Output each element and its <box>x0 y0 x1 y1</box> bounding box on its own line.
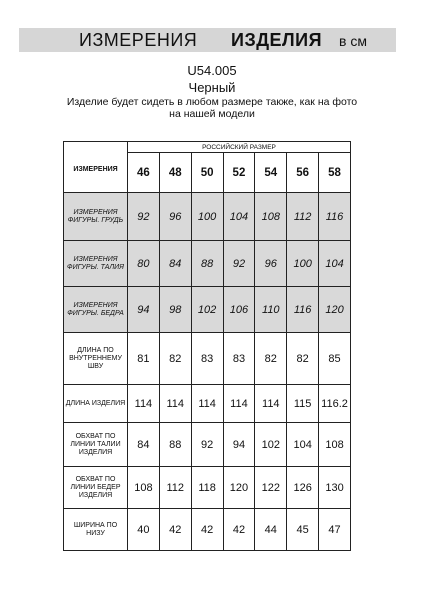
size-header-54: 54 <box>255 153 287 193</box>
size-table <box>63 141 351 551</box>
row-label: ДЛИНА ПО ВНУТРЕННЕМУ ШВУ <box>64 333 128 385</box>
table-cell: 116 <box>287 287 319 333</box>
table-cell: 94 <box>128 287 160 333</box>
table-row <box>64 287 351 333</box>
table-cell: 112 <box>287 193 319 241</box>
table-cell: 96 <box>159 193 191 241</box>
size-header-46: 46 <box>128 153 160 193</box>
fit-note: Изделие будет сидеть в любом размере также, как на фото на нашей модели <box>66 96 358 120</box>
product-color: Черный <box>188 80 236 95</box>
table-cell: 42 <box>223 509 255 551</box>
table-cell: 92 <box>191 423 223 467</box>
table-cell: 92 <box>223 241 255 287</box>
table-cell: 116 <box>319 193 351 241</box>
size-header-48: 48 <box>159 153 191 193</box>
table-cell: 100 <box>287 241 319 287</box>
table-cell: 47 <box>319 509 351 551</box>
row-label: ОБХВАТ ПО ЛИНИИ ТАЛИИ ИЗДЕЛИЯ <box>64 423 128 467</box>
table-cell: 120 <box>319 287 351 333</box>
size-header-50: 50 <box>191 153 223 193</box>
table-cell: 102 <box>191 287 223 333</box>
table-cell: 100 <box>191 193 223 241</box>
table-cell: 115 <box>287 385 319 423</box>
table-cell: 42 <box>191 509 223 551</box>
table-cell: 83 <box>223 333 255 385</box>
table-cell: 80 <box>128 241 160 287</box>
table-cell: 44 <box>255 509 287 551</box>
table-cell: 96 <box>255 241 287 287</box>
row-label: ДЛИНА ИЗДЕЛИЯ <box>64 385 128 423</box>
table-cell: 82 <box>255 333 287 385</box>
table-row <box>64 509 351 551</box>
russian-size-header: РОССИЙСКИЙ РАЗМЕР <box>128 142 351 153</box>
title-word-measurements: ИЗМЕРЕНИЯ <box>79 30 198 50</box>
table-row <box>64 385 351 423</box>
table-cell: 45 <box>287 509 319 551</box>
table-cell: 83 <box>191 333 223 385</box>
table-cell: 118 <box>191 467 223 509</box>
table-cell: 102 <box>255 423 287 467</box>
table-cell: 122 <box>255 467 287 509</box>
table-cell: 104 <box>287 423 319 467</box>
table-cell: 104 <box>319 241 351 287</box>
table-cell: 108 <box>319 423 351 467</box>
size-header-58: 58 <box>319 153 351 193</box>
table-cell: 114 <box>191 385 223 423</box>
row-label: ИЗМЕРЕНИЯ ФИГУРЫ. ГРУДЬ <box>64 193 128 241</box>
table-cell: 116.2 <box>319 385 351 423</box>
measurements-header <box>64 142 128 193</box>
table-cell: 104 <box>223 193 255 241</box>
size-header-56: 56 <box>287 153 319 193</box>
table-row <box>64 241 351 287</box>
row-label: ШИРИНА ПО НИЗУ <box>64 509 128 551</box>
table-cell: 81 <box>128 333 160 385</box>
table-cell: 94 <box>223 423 255 467</box>
title-unit: в см <box>339 33 367 49</box>
row-label: ИЗМЕРЕНИЯ ФИГУРЫ. ТАЛИЯ <box>64 241 128 287</box>
table-cell: 92 <box>128 193 160 241</box>
table-cell: 106 <box>223 287 255 333</box>
table-cell: 114 <box>255 385 287 423</box>
table-cell: 120 <box>223 467 255 509</box>
table-cell: 82 <box>287 333 319 385</box>
table-cell: 88 <box>191 241 223 287</box>
table-row <box>64 423 351 467</box>
table-row <box>64 333 351 385</box>
table-cell: 88 <box>159 423 191 467</box>
table-cell: 84 <box>159 241 191 287</box>
row-label: ИЗМЕРЕНИЯ ФИГУРЫ. БЕДРА <box>64 287 128 333</box>
table-cell: 85 <box>319 333 351 385</box>
table-cell: 112 <box>159 467 191 509</box>
table-cell: 126 <box>287 467 319 509</box>
table-cell: 114 <box>159 385 191 423</box>
table-row <box>64 193 351 241</box>
title-word-product: ИЗДЕЛИЯ <box>231 30 323 50</box>
table-cell: 40 <box>128 509 160 551</box>
table-cell: 114 <box>128 385 160 423</box>
table-row <box>64 467 351 509</box>
size-header-52: 52 <box>223 153 255 193</box>
table-cell: 42 <box>159 509 191 551</box>
title-banner <box>19 28 396 52</box>
row-label: ОБХВАТ ПО ЛИНИИ БЕДЕР ИЗДЕЛИЯ <box>64 467 128 509</box>
table-cell: 82 <box>159 333 191 385</box>
product-code: U54.005 <box>187 63 237 78</box>
table-cell: 84 <box>128 423 160 467</box>
table-cell: 98 <box>159 287 191 333</box>
measurements-header-label: ИЗМЕРЕНИЯ <box>73 166 118 173</box>
table-cell: 108 <box>255 193 287 241</box>
table-cell: 108 <box>128 467 160 509</box>
table-cell: 130 <box>319 467 351 509</box>
table-cell: 114 <box>223 385 255 423</box>
table-cell: 110 <box>255 287 287 333</box>
